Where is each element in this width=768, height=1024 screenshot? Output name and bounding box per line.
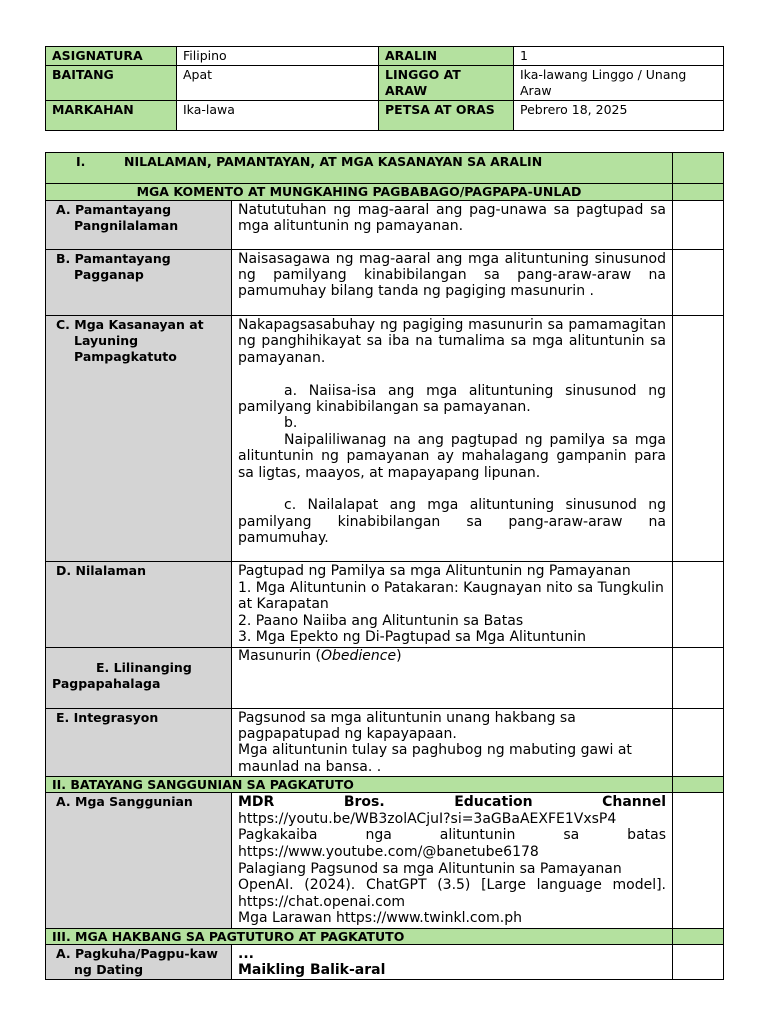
pagpapahalaga-text: Masunurin (: [238, 647, 322, 664]
section-1-row: [46, 153, 724, 184]
comment-cell-b: [673, 250, 724, 316]
comment-cell-e2: [673, 708, 724, 777]
header-label-markahan: MARKAHAN: [46, 101, 177, 131]
integrasyon-line-0: Pagsunod sa mga alituntunin unang hakbang sa pagpapatupad ng kapayapaan.: [238, 709, 576, 742]
header-label-asignatura: ASIGNATURA: [46, 47, 177, 66]
nilalaman-line-3: 3. Mga Epekto ng Di-Pagtupad sa Mga Alituntunin: [238, 629, 587, 645]
pamantayang-pagganap-label: B. Pamantayang Pagganap: [46, 250, 232, 316]
header-value-asignatura: Filipino: [177, 47, 379, 66]
kasanayan-label: C. Mga Kasanayan at Layuning Pampagkatuto: [46, 316, 232, 562]
header-value-aralin: 1: [514, 47, 724, 66]
nilalaman-cell: [232, 562, 673, 648]
comment-cell-e1: [673, 647, 724, 708]
sanggunian-line-5: Mga Larawan https://www.twinkl.com.ph: [238, 910, 523, 927]
header-label-petsa: PETSA AT ORAS: [379, 101, 514, 131]
section-1-number: I.: [76, 154, 86, 169]
pagpapahalaga-label: E. Lilinanging Pagpapahalaga: [46, 647, 232, 708]
sanggunian-line-3: Palagiang Pagsunod sa mga Alituntunin sa Pamayanan: [238, 860, 622, 877]
sanggunian-line-4: OpenAI. (2024). ChatGPT (3.5) [Large language model]. https://chat.openai.com: [238, 877, 667, 910]
komento-heading: MGA KOMENTO AT MUNGKAHING PAGBABAGO/PAGPAPA-UNLAD: [46, 184, 673, 201]
section-2-heading: II. BATAYANG SANGGUNIAN SA PAGKATUTO: [46, 777, 673, 793]
section-1-title: NILALAMAN, PAMANTAYAN, AT MGA KASANAYAN SA ARALIN: [124, 154, 543, 169]
kasanayan-item-b: Naipaliliwanag na ang pagtupad ng pamilya sa mga alituntunin ng pamayanan ay mahalagang gampanin para sa ligtas, maayos, at mapayapang lipunan.: [238, 431, 667, 481]
header-value-baitang: Apat: [177, 66, 379, 101]
header-value-petsa: Pebrero 18, 2025: [514, 101, 724, 131]
integrasyon-cell: [232, 708, 673, 777]
pamantayang-pagganap-text: Naisasagawa ng mag-aaral ang mga alituntuning sinusunod ng pamilyang kinabibilangan sa pang-araw-araw na pamumuhay bilang tanda ng pagiging masunurin .: [232, 250, 673, 316]
kasanayan-item-c: c. Nailalapat ang mga alituntuning sinusunod ng pamilyang kinabibilangan sa pang-araw-araw na pamumuhay.: [238, 497, 667, 547]
header-value-linggo: Ika-lawang Linggo / Unang Araw: [514, 66, 724, 101]
pagkuha-label: A. Pagkuha/Pagpu-kaw ng Dating: [46, 944, 232, 979]
section-3-heading: III. MGA HAKBANG SA PAGTUTURO AT PAGKATUTO: [46, 928, 673, 944]
sanggunian-label: A. Mga Sanggunian: [46, 793, 232, 929]
header-label-linggo: LINGGO AT ARAW: [379, 66, 514, 101]
comment-cell-pagkuha: [673, 944, 724, 979]
header-value-markahan: Ika-lawa: [177, 101, 379, 131]
section-1-heading: [46, 153, 673, 184]
pagpapahalaga-italic: Obedience: [321, 647, 397, 664]
comment-cell-d: [673, 562, 724, 648]
header-label-aralin: ARALIN: [379, 47, 514, 66]
sanggunian-link-0[interactable]: https://youtu.be/WB3zolACjuI?si=3aGBaAEXFE1VxsP4: [238, 810, 617, 827]
section-2-comment-cell: [673, 777, 724, 793]
comment-cell-sanggunian: [673, 793, 724, 929]
sanggunian-cell: [232, 793, 673, 929]
comment-cell-c: [673, 316, 724, 562]
kasanayan-cell: [232, 316, 673, 562]
header-table: [45, 46, 724, 131]
nilalaman-line-2: 2. Paano Naiiba ang Alituntunin sa Batas: [238, 612, 524, 629]
sanggunian-link-2[interactable]: https://www.youtube.com/@banetube6178: [238, 843, 539, 860]
pamantayang-pangnilalaman-text: Natututuhan ng mag-aaral ang pag-unawa sa pagtupad sa mga alituntunin ng pamayanan.: [232, 201, 673, 250]
nilalaman-line-1: 1. Mga Alituntunin o Patakaran: Kaugnayan nito sa Tungkulin at Karapatan: [238, 579, 664, 612]
kasanayan-item-a: a. Naiisa-isa ang mga alituntuning sinusunod ng pamilyang kinabibilangan sa pamayanan.: [238, 382, 667, 416]
nilalaman-line-0: Pagtupad ng Pamilya sa mga Alituntunin ng Pamayanan: [238, 563, 631, 579]
pagkuha-title: Maikling Balik-aral: [238, 961, 386, 978]
comment-cell-a: [673, 201, 724, 250]
integrasyon-label: E. Integrasyon: [46, 708, 232, 777]
pagkuha-cell: [232, 944, 673, 979]
kasanayan-intro: Nakapagsasabuhay ng pagiging masunurin sa pamamagitan ng panghihikayat sa iba na tumalima sa mga alituntunin sa pamayanan.: [238, 317, 667, 366]
pagpapahalaga-close: ): [396, 647, 402, 664]
pamantayang-pangnilalaman-label: A. Pamantayang Pangnilalaman: [46, 201, 232, 250]
sanggunian-channel: MDR Bros. Education Channel: [238, 794, 667, 811]
lesson-plan-table: [45, 152, 724, 980]
header-label-baitang: BAITANG: [46, 66, 177, 101]
kasanayan-marker-b: b.: [284, 415, 298, 432]
komento-comment-cell: [673, 184, 724, 201]
sanggunian-line-1: Pagkakaiba nga alituntunin sa batas: [238, 827, 667, 844]
integrasyon-line-1: Mga alituntunin tulay sa paghubog ng mabuting gawi at maunlad na bansa. .: [238, 742, 632, 775]
nilalaman-label: D. Nilalaman: [46, 562, 232, 648]
section-1-comment-cell: [673, 153, 724, 184]
pagkuha-dots: ...: [238, 945, 254, 962]
section-3-comment-cell: [673, 928, 724, 944]
pagpapahalaga-cell: [232, 647, 673, 708]
